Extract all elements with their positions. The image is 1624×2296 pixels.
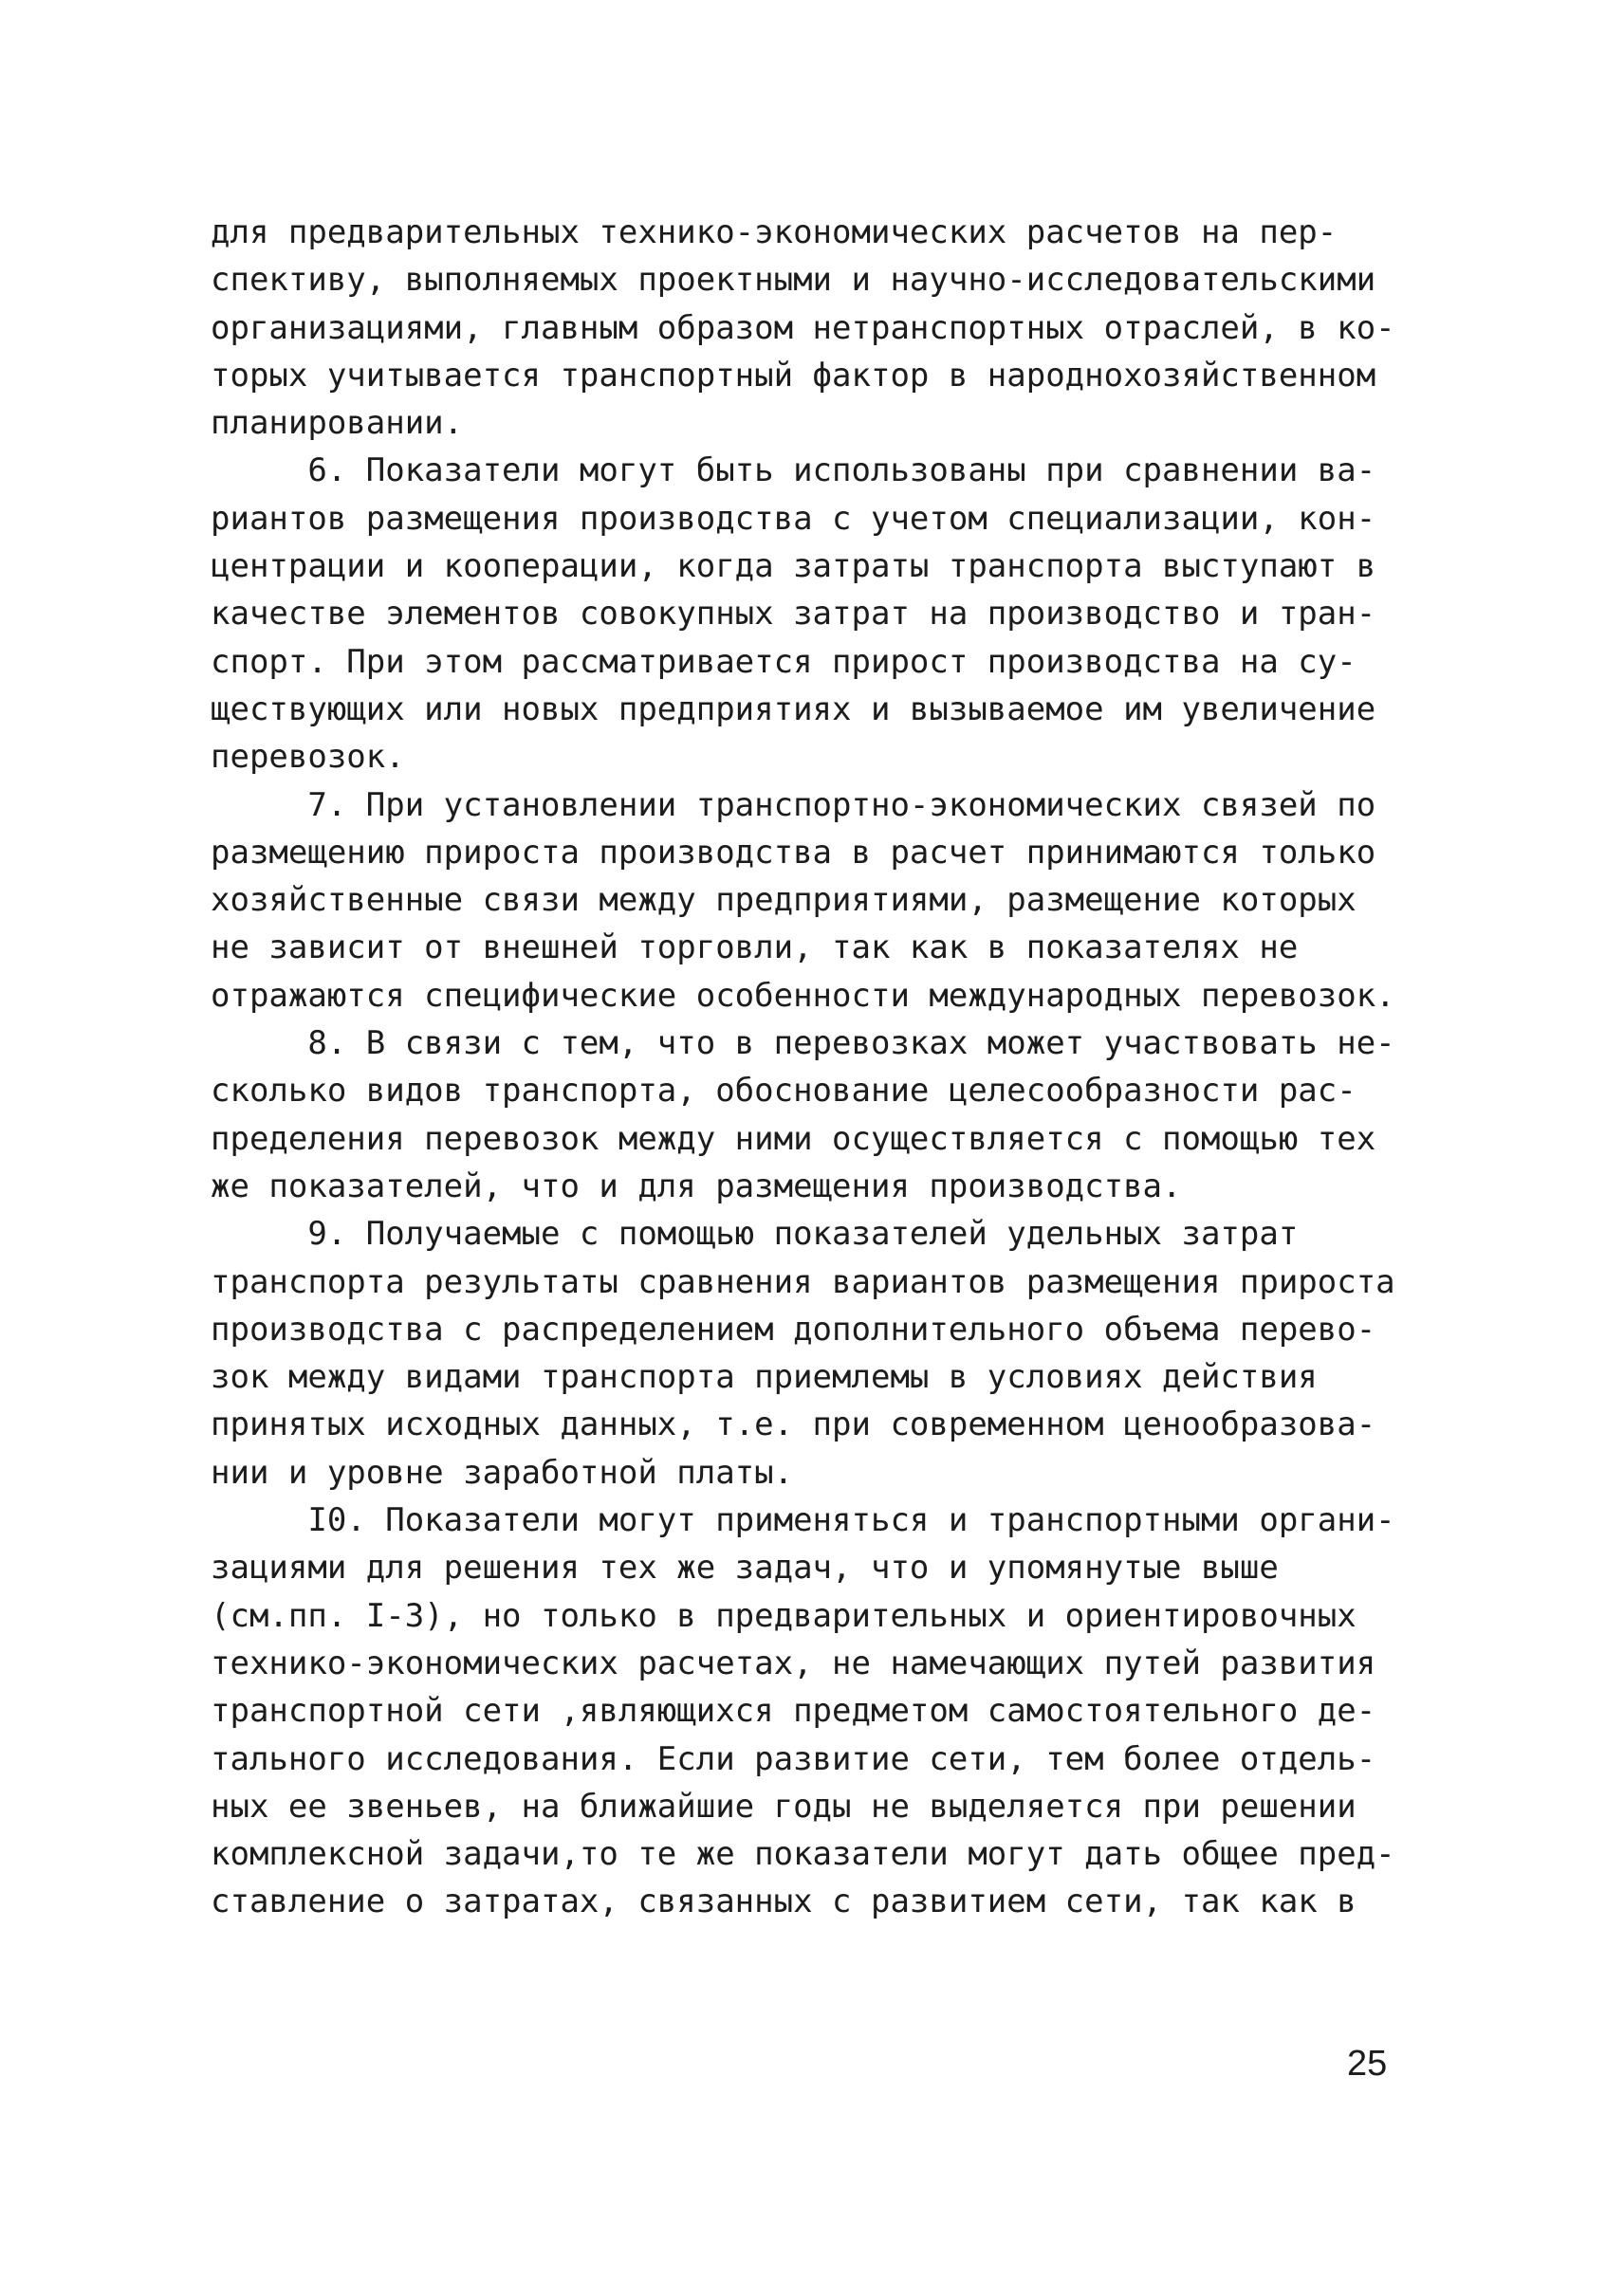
text-line: для предварительных технико-экономических расчетов на пер-	[211, 213, 1338, 251]
text-line: сколько видов транспорта, обоснование целесообразности рас-	[211, 1072, 1356, 1111]
text-line: нии и уровне заработной платы.	[211, 1453, 794, 1492]
text-line: хозяйственные связи между предприятиями, размещение которых	[211, 881, 1356, 920]
text-line: зациями для решения тех же задач, что и упомянутые выше	[211, 1549, 1279, 1588]
text-line: же показателей, что и для размещения производства.	[211, 1166, 1182, 1205]
text-line: пределения перевозок между ними осуществляется с помощью тех	[211, 1119, 1376, 1158]
text-line: риантов размещения производства с учетом специализации, кон-	[211, 499, 1376, 538]
text-line: зок между видами транспорта приемлемы в условиях действия	[211, 1358, 1318, 1397]
text-line: 9. Получаемые с помощью показателей удельных затрат	[211, 1215, 1299, 1254]
text-line: тального исследования. Если развитие сети, тем более отдель-	[211, 1739, 1376, 1778]
text-line: торых учитывается транспортный фактор в народнохозяйственном	[211, 356, 1376, 395]
text-line: перевозок.	[211, 738, 405, 777]
page-number: 25	[1347, 2044, 1388, 2084]
text-line: ных ее звеньев, на ближайшие годы не выделяется при решении	[211, 1787, 1356, 1826]
text-line: (см.пп. I-3), но только в предварительных и ориентировочных	[211, 1596, 1356, 1635]
text-line: транспортной сети ,являющихся предметом самостоятельного де-	[211, 1692, 1376, 1731]
text-line: центрации и кооперации, когда затраты транспорта выступают в	[211, 547, 1376, 586]
text-line: планировании.	[211, 404, 464, 443]
text-line: 7. При установлении транспортно-экономических связей по	[211, 785, 1376, 824]
text-line: принятых исходных данных, т.е. при современном ценообразова-	[211, 1405, 1376, 1444]
text-line: комплексной задачи,то те же показатели могут дать общее пред-	[211, 1835, 1395, 1874]
text-line: ществующих или новых предприятиях и вызываемое им увеличение	[211, 689, 1376, 728]
text-line: размещению прироста производства в расчет принимаются только	[211, 833, 1376, 872]
text-line: производства с распределением дополнительного объема перево-	[211, 1310, 1376, 1349]
text-line: 6. Показатели могут быть использованы при сравнении ва-	[211, 451, 1376, 490]
body-text	[211, 209, 1444, 1926]
text-line: качестве элементов совокупных затрат на производство и тран-	[211, 595, 1376, 634]
text-line: технико-экономических расчетах, не намечающих путей развития	[211, 1644, 1376, 1682]
text-line: организациями, главным образом нетранспортных отраслей, в ко-	[211, 308, 1395, 347]
text-line: ставление о затратах, связанных с развитием сети, так как в	[211, 1883, 1356, 1921]
text-line: спективу, выполняемых проектными и научно-исследовательскими	[211, 261, 1376, 300]
text-line: 8. В связи с тем, что в перевозках может участвовать не-	[211, 1024, 1395, 1063]
text-line: транспорта результаты сравнения вариантов размещения прироста	[211, 1262, 1395, 1301]
text-line: спорт. При этом рассматривается прирост производства на су-	[211, 642, 1356, 681]
text-line: I0. Показатели могут применяться и транспортными органи-	[211, 1501, 1395, 1540]
text-line: не зависит от внешней торговли, так как в показателях не	[211, 928, 1299, 967]
text-line: отражаются специфические особенности международных перевозок.	[211, 976, 1395, 1015]
